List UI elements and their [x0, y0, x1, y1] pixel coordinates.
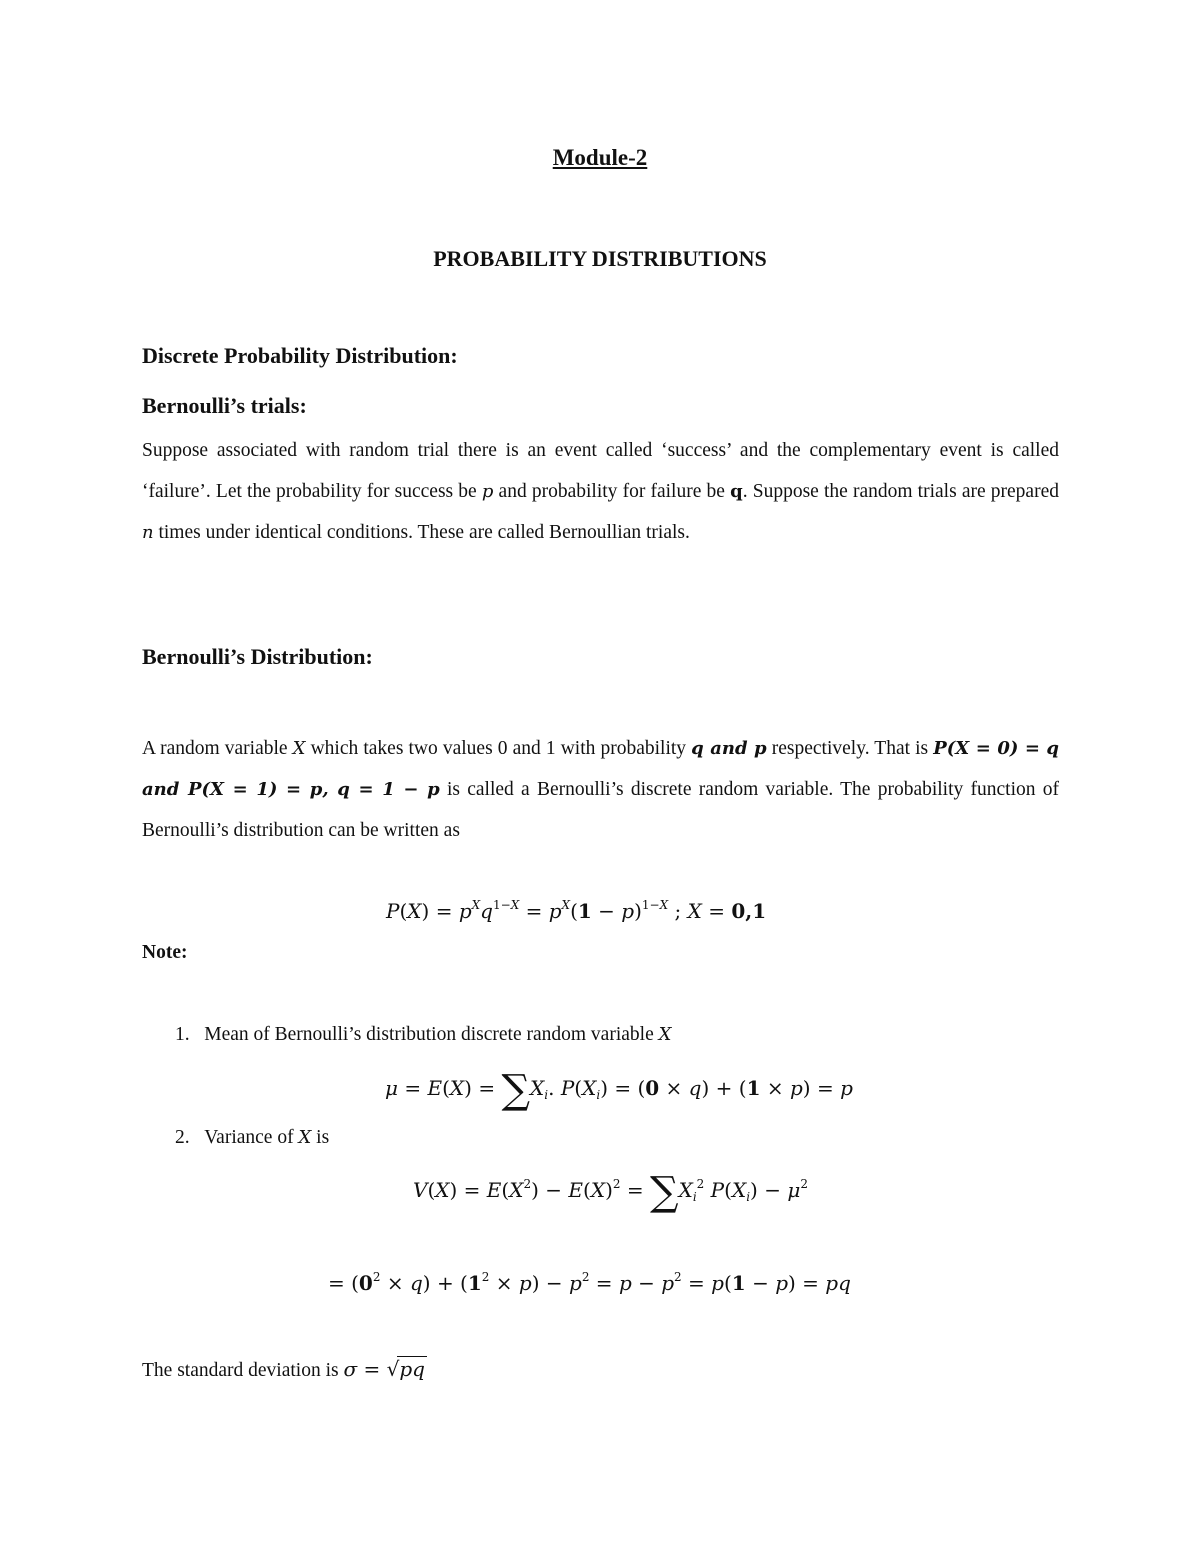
mean-equation: $\mu = E(X) = \sum X_i$. $P(X_i) = (0 \times q) + (1 \times p) = p$ [385, 1067, 853, 1113]
bernoulli-trials-paragraph: Suppose associated with random trial there is an event called ‘success’ and the complementary event is called ‘failure’. Let the probability for success be p and probability for failure be q. Suppose the random trials are prepared n times under identical conditions. These are called Bernoullian trials. [142, 440, 1059, 543]
variance-expansion-equation: = $(0^2 \times q) + (1^2 \times p) - p^2 = p - p^2 = p(1 - p)$ = pq [328, 1270, 851, 1295]
section-heading-discrete: Discrete Probability Distribution: [142, 343, 458, 368]
note-item-2: 2. Variance of X is [175, 1127, 330, 1148]
bernoulli-distribution-paragraph: A random variable X which takes two values 0 and 1 with probability q and p respectively. That is P(X = 0) = q and P(X = 1) = p, q = 1 − p is called a Bernoulli’s discrete random variable. The probability function of Bernoulli’s distribution can be written as [142, 738, 1060, 841]
note-label: Note: [142, 942, 188, 963]
document-title: PROBABILITY DISTRIBUTIONS [433, 246, 767, 271]
standard-deviation-line: The standard deviation is σ = √pq [142, 1357, 425, 1381]
pmf-equation: $P(X) = p^Xq^{1-X} = p^X(1 - p)^{1-X}$ ; X = 0,1 [386, 898, 767, 923]
section-heading-bernoulli-trials: Bernoulli’s trials: [142, 393, 307, 418]
note-item-1: 1. Mean of Bernoulli’s distribution discrete random variable X [175, 1024, 672, 1045]
section-heading-bernoulli-distribution: Bernoulli’s Distribution: [142, 644, 373, 669]
variance-equation: $V(X) = E(X^2) - E(X)^2 = \sum X_i^2$ $P(X_i) - \mu^2$ [413, 1169, 808, 1215]
module-title: Module-2 [552, 145, 648, 170]
